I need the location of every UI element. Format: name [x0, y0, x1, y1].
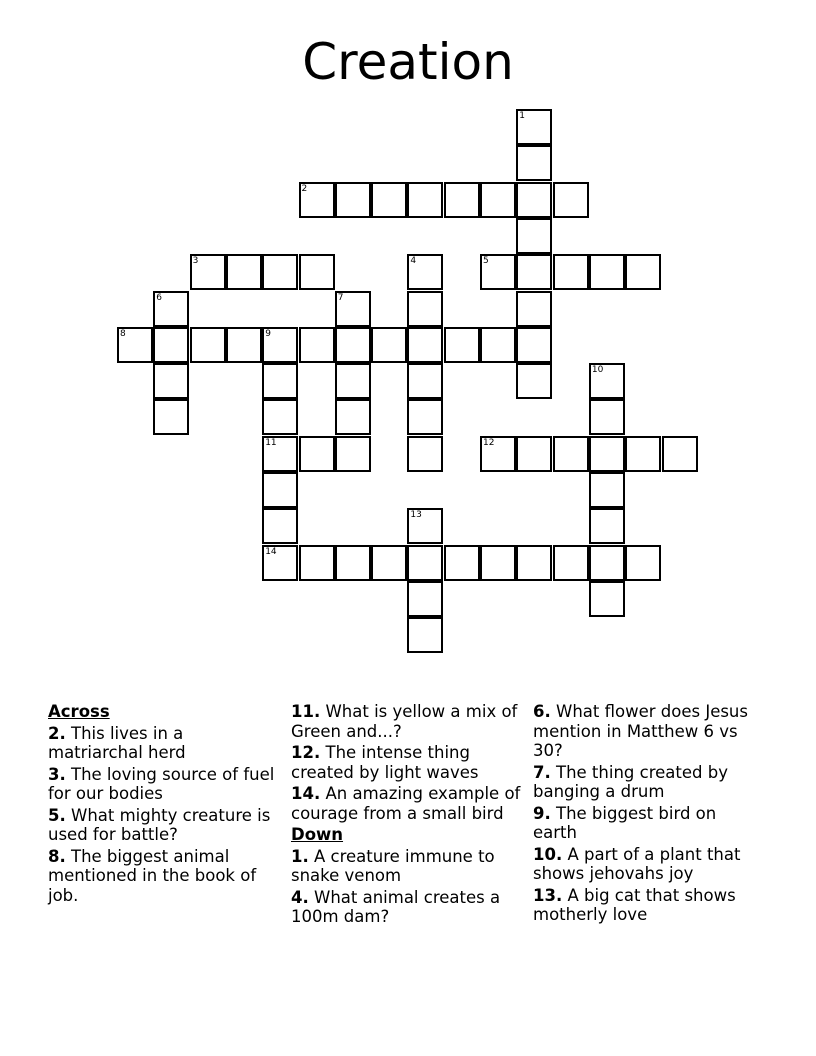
across-clue: [291, 702, 523, 741]
clue-number: 12.: [291, 743, 321, 762]
grid-cell[interactable]: [407, 508, 443, 544]
grid-cell[interactable]: [553, 545, 589, 581]
grid-cell[interactable]: [117, 327, 153, 363]
clue-number: 10.: [533, 844, 563, 864]
grid-cell[interactable]: [407, 545, 443, 581]
grid-cell[interactable]: [407, 399, 443, 435]
page-title: Creation: [302, 33, 514, 91]
grid-cell[interactable]: [299, 254, 335, 290]
grid-cell[interactable]: [516, 436, 552, 472]
cell-number: 14: [265, 546, 277, 557]
grid-cell[interactable]: [335, 399, 371, 435]
clue-number: 3.: [48, 764, 66, 784]
grid-cell[interactable]: [480, 254, 516, 290]
cell-number: 10: [591, 365, 604, 376]
grid-cell[interactable]: [335, 363, 371, 399]
grid-cell[interactable]: [335, 182, 371, 218]
grid-cell[interactable]: [226, 327, 262, 363]
cell-number: 2: [301, 183, 308, 194]
down-clue: [533, 886, 765, 925]
grid-cell[interactable]: [589, 399, 625, 435]
down-clue: [533, 702, 765, 761]
grid-cell[interactable]: [480, 545, 516, 581]
down-clue: [291, 888, 523, 927]
grid-cell[interactable]: [190, 254, 226, 290]
grid-cell[interactable]: [553, 254, 589, 290]
grid-cell[interactable]: [407, 363, 443, 399]
grid-cell[interactable]: [516, 291, 552, 327]
grid-cell[interactable]: [262, 327, 298, 363]
grid-cell[interactable]: [516, 327, 552, 363]
grid-cell[interactable]: [262, 254, 298, 290]
grid-cell[interactable]: [262, 545, 298, 581]
cell-number: 13: [410, 510, 422, 521]
grid-cell[interactable]: [480, 182, 516, 218]
clue-text: What animal creates a 100m dam?: [291, 887, 501, 926]
grid-cell[interactable]: [444, 327, 480, 363]
cell-number: 12: [483, 437, 495, 448]
grid-cell[interactable]: [553, 182, 589, 218]
grid-cell[interactable]: [516, 363, 552, 399]
grid-cell[interactable]: [299, 436, 335, 472]
grid-cell[interactable]: [262, 472, 298, 508]
across-clue: [48, 847, 280, 906]
grid-cell[interactable]: [153, 399, 189, 435]
grid-cell[interactable]: [516, 545, 552, 581]
grid-cell[interactable]: [371, 182, 407, 218]
across-clue: [48, 806, 280, 845]
grid-cell[interactable]: [589, 508, 625, 544]
grid-cell[interactable]: [262, 508, 298, 544]
clue-text: This lives in a matriarchal herd: [48, 723, 186, 762]
grid-cell[interactable]: [589, 472, 625, 508]
grid-cell[interactable]: [407, 291, 443, 327]
clue-text: The loving source of fuel for our bodies: [48, 764, 275, 803]
grid-cell[interactable]: [589, 545, 625, 581]
cell-number: 4: [410, 256, 417, 267]
cell-number: 11: [265, 437, 277, 448]
clue-column-1: [48, 702, 280, 907]
clue-text: A creature immune to snake venom: [291, 846, 495, 885]
clue-number: 7.: [533, 762, 551, 782]
clue-text: What flower does Jesus mention in Matthew 6 vs 30?: [533, 702, 748, 760]
clue-number: 2.: [48, 723, 66, 743]
grid-cell[interactable]: [153, 291, 189, 327]
grid-cell[interactable]: [335, 436, 371, 472]
clue-text: The thing created by banging a drum: [533, 762, 728, 801]
grid-cell[interactable]: [516, 218, 552, 254]
across-clue: [291, 743, 523, 782]
clue-number: 9.: [533, 803, 551, 823]
clue-text: The biggest animal mentioned in the book of job.: [48, 846, 257, 905]
clue-number: 5.: [48, 805, 66, 825]
clue-number: 4.: [291, 887, 309, 907]
grid-cell[interactable]: [371, 327, 407, 363]
across-clue: [48, 724, 280, 763]
cell-number: 3: [192, 256, 199, 267]
grid-cell[interactable]: [480, 327, 516, 363]
clue-number: 1.: [291, 846, 309, 866]
grid-cell[interactable]: [371, 545, 407, 581]
grid-cell[interactable]: [516, 254, 552, 290]
clue-number: 13.: [533, 885, 563, 905]
clue-text: The biggest bird on earth: [533, 803, 717, 842]
grid-cell[interactable]: [407, 581, 443, 617]
clue-column-3: [533, 702, 765, 927]
clue-text: A big cat that shows motherly love: [533, 885, 736, 924]
grid-cell[interactable]: [589, 254, 625, 290]
clue-text: The intense thing created by light waves: [291, 743, 479, 782]
grid-cell[interactable]: [625, 436, 661, 472]
cell-number: 8: [120, 328, 126, 339]
cell-number: 1: [519, 111, 526, 121]
grid-cell[interactable]: [553, 436, 589, 472]
grid-cell[interactable]: [153, 327, 189, 363]
grid-cell[interactable]: [444, 182, 480, 218]
grid-cell[interactable]: [299, 327, 335, 363]
grid-cell[interactable]: [516, 145, 552, 181]
clue-column-2: [291, 702, 523, 929]
grid-cell[interactable]: [662, 436, 698, 472]
grid-cell[interactable]: [335, 291, 371, 327]
across-clue: [291, 784, 523, 823]
grid-cell[interactable]: [407, 182, 443, 218]
cell-number: 7: [337, 292, 344, 303]
grid-cell[interactable]: [407, 436, 443, 472]
clue-text: What is yellow a mix of Green and...?: [291, 702, 518, 741]
grid-cell[interactable]: [407, 327, 443, 363]
grid-cell[interactable]: [299, 182, 335, 218]
down-clue: [533, 763, 765, 802]
down-clue: [533, 804, 765, 843]
grid-cell[interactable]: [153, 363, 189, 399]
grid-cell[interactable]: [407, 254, 443, 290]
clue-number: 6.: [533, 702, 551, 721]
down-heading: Down: [291, 825, 344, 844]
cell-number: 5: [483, 256, 489, 267]
cell-number: 9: [265, 328, 271, 339]
grid-cell[interactable]: [480, 436, 516, 472]
grid-cell[interactable]: [589, 436, 625, 472]
grid-cell[interactable]: [335, 545, 371, 581]
clue-text: An amazing example of courage from a small bird: [291, 784, 521, 823]
grid-cell[interactable]: [589, 363, 625, 399]
grid-cell[interactable]: [262, 436, 298, 472]
clue-text: A part of a plant that shows jehovahs joy: [533, 844, 741, 883]
grid-cell[interactable]: [262, 363, 298, 399]
grid-cell[interactable]: [190, 327, 226, 363]
grid-cell[interactable]: [226, 254, 262, 290]
grid-cell[interactable]: [589, 581, 625, 617]
down-clue: [291, 847, 523, 886]
grid-cell[interactable]: [299, 545, 335, 581]
across-clue: [48, 765, 280, 804]
grid-cell[interactable]: [625, 254, 661, 290]
clue-number: 11.: [291, 702, 321, 721]
grid-cell[interactable]: [335, 327, 371, 363]
down-clue: [533, 845, 765, 884]
clue-number: 8.: [48, 846, 66, 866]
grid-cell[interactable]: [262, 399, 298, 435]
clue-number: 14.: [291, 784, 321, 803]
cell-number: 6: [156, 292, 163, 303]
grid-cell[interactable]: [625, 545, 661, 581]
across-heading: Across: [48, 702, 110, 721]
grid-cell[interactable]: [516, 109, 552, 145]
clue-text: What mighty creature is used for battle?: [48, 805, 271, 844]
grid-cell[interactable]: [516, 182, 552, 218]
grid-cell[interactable]: [407, 617, 443, 653]
grid-cell[interactable]: [444, 545, 480, 581]
